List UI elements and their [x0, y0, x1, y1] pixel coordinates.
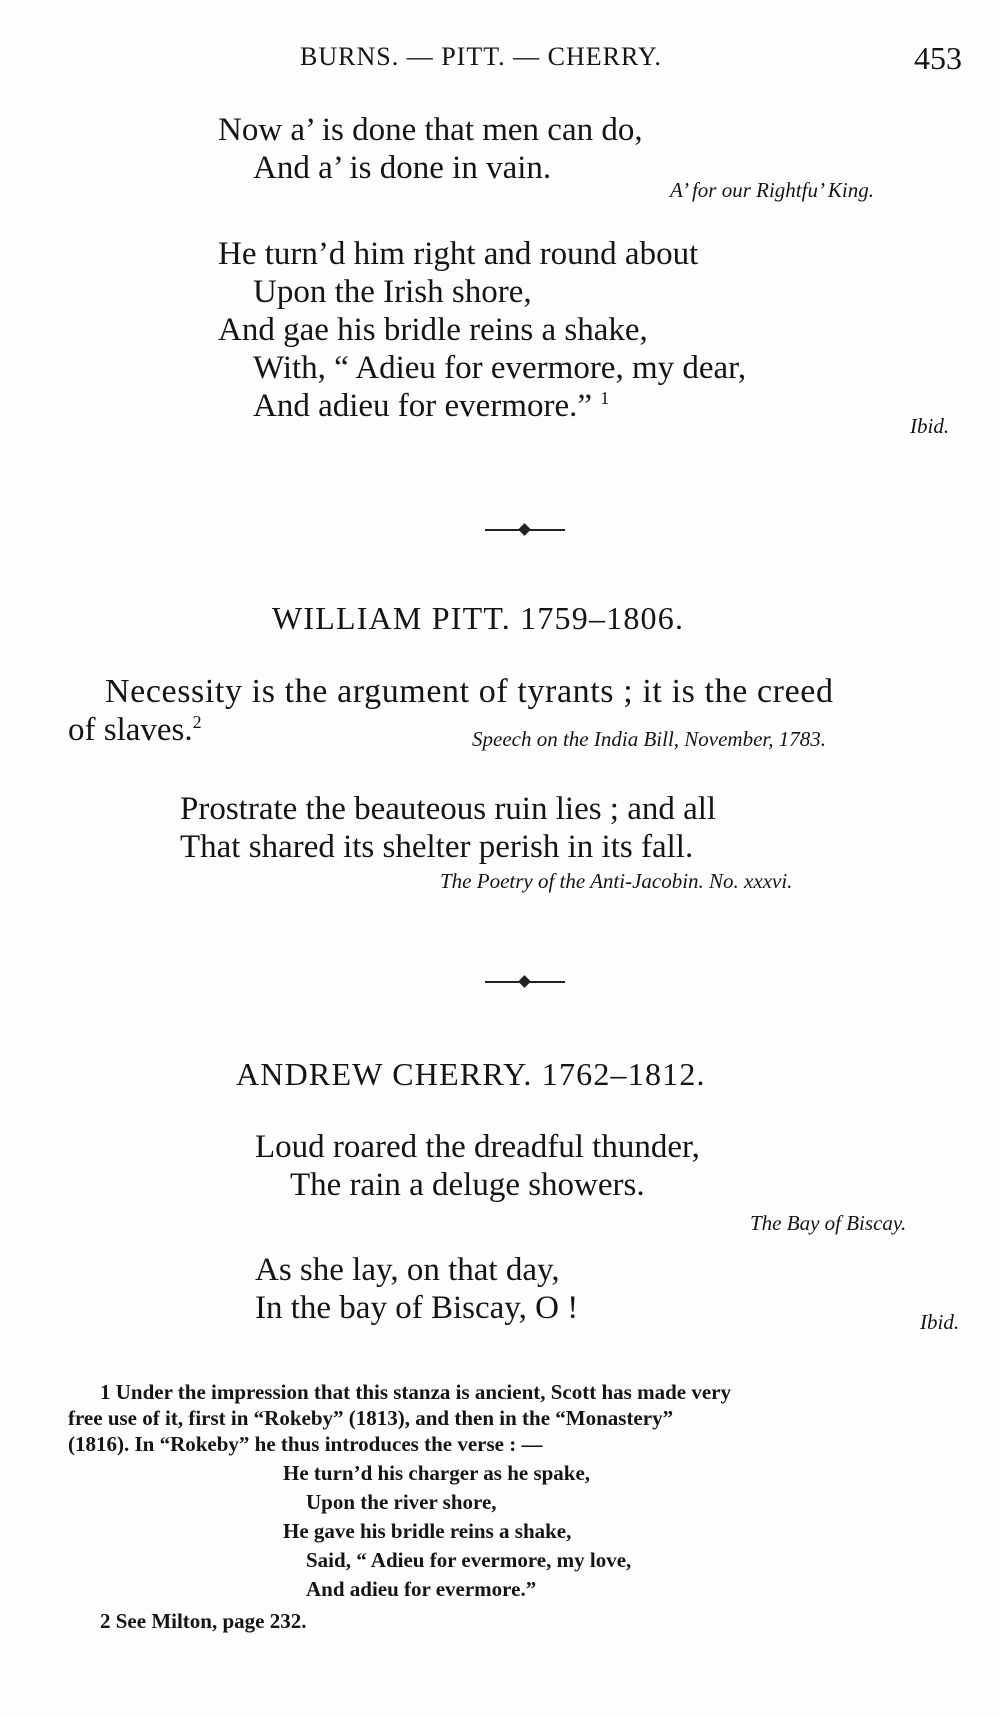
- verse-line: Now a’ is done that men can do,: [218, 112, 643, 148]
- page-number: 453: [914, 40, 962, 76]
- citation: Ibid.: [920, 1310, 960, 1334]
- prose-line: Necessity is the argument of tyrants ; it is the creed: [105, 673, 834, 710]
- footnote-text: See Milton, page 232.: [115, 1609, 307, 1633]
- prose-line: [68, 712, 202, 749]
- author-heading: ANDREW CHERRY. 1762–1812.: [236, 1056, 706, 1092]
- footnote-marker: 2: [100, 1609, 111, 1633]
- verse-line: Upon the Irish shore,: [253, 274, 532, 310]
- verse-line: And gae his bridle reins a shake,: [218, 312, 648, 348]
- verse-line: The rain a deluge showers.: [290, 1167, 645, 1203]
- verse-line: [253, 388, 609, 425]
- footnote-verse-line: He gave his bridle reins a shake,: [283, 1519, 572, 1543]
- verse-line: With, “ Adieu for evermore, my dear,: [253, 350, 747, 386]
- citation: The Poetry of the Anti-Jacobin. No. xxxvi.: [440, 869, 793, 893]
- verse-line: Loud roared the dreadful thunder,: [255, 1129, 700, 1165]
- footnote-marker: 2: [192, 712, 202, 732]
- footnote-verse-line: Said, “ Adieu for evermore, my love,: [306, 1548, 632, 1572]
- footnote-1-line: free use of it, first in “Rokeby” (1813), and then in the “Monastery”: [68, 1406, 674, 1430]
- verse-line: He turn’d him right and round about: [218, 236, 699, 272]
- footnote-text: Under the impression that this stanza is ancient, Scott has made very: [115, 1380, 731, 1404]
- footnote-verse-line: And adieu for evermore.”: [306, 1577, 537, 1601]
- footnote-verse-line: He turn’d his charger as he spake,: [283, 1461, 591, 1485]
- running-header: BURNS. — PITT. — CHERRY.: [300, 42, 662, 71]
- footnote-1-line: (1816). In “Rokeby” he thus introduces the verse : —: [68, 1432, 543, 1456]
- citation: A’ for our Rightfu’ King.: [670, 178, 874, 202]
- footnote-2: [100, 1609, 306, 1634]
- footnote-marker: 1: [600, 388, 610, 408]
- footnote-marker: 1: [100, 1380, 111, 1404]
- verse-line: That shared its shelter perish in its fall.: [180, 829, 694, 865]
- citation: Speech on the India Bill, November, 1783.: [472, 727, 827, 751]
- verse-line: Prostrate the beauteous ruin lies ; and all: [180, 791, 717, 827]
- verse-line: As she lay, on that day,: [255, 1252, 560, 1288]
- verse-text: And adieu for evermore.”: [253, 388, 593, 424]
- footnote-1-line: [100, 1380, 731, 1405]
- verse-line: And a’ is done in vain.: [253, 150, 552, 186]
- footnote-verse-line: Upon the river shore,: [306, 1490, 497, 1514]
- author-heading: WILLIAM PITT. 1759–1806.: [272, 600, 685, 636]
- citation: Ibid.: [910, 414, 950, 438]
- prose-text: of slaves.: [68, 712, 193, 748]
- verse-line: In the bay of Biscay, O !: [255, 1290, 579, 1326]
- citation: The Bay of Biscay.: [750, 1211, 907, 1235]
